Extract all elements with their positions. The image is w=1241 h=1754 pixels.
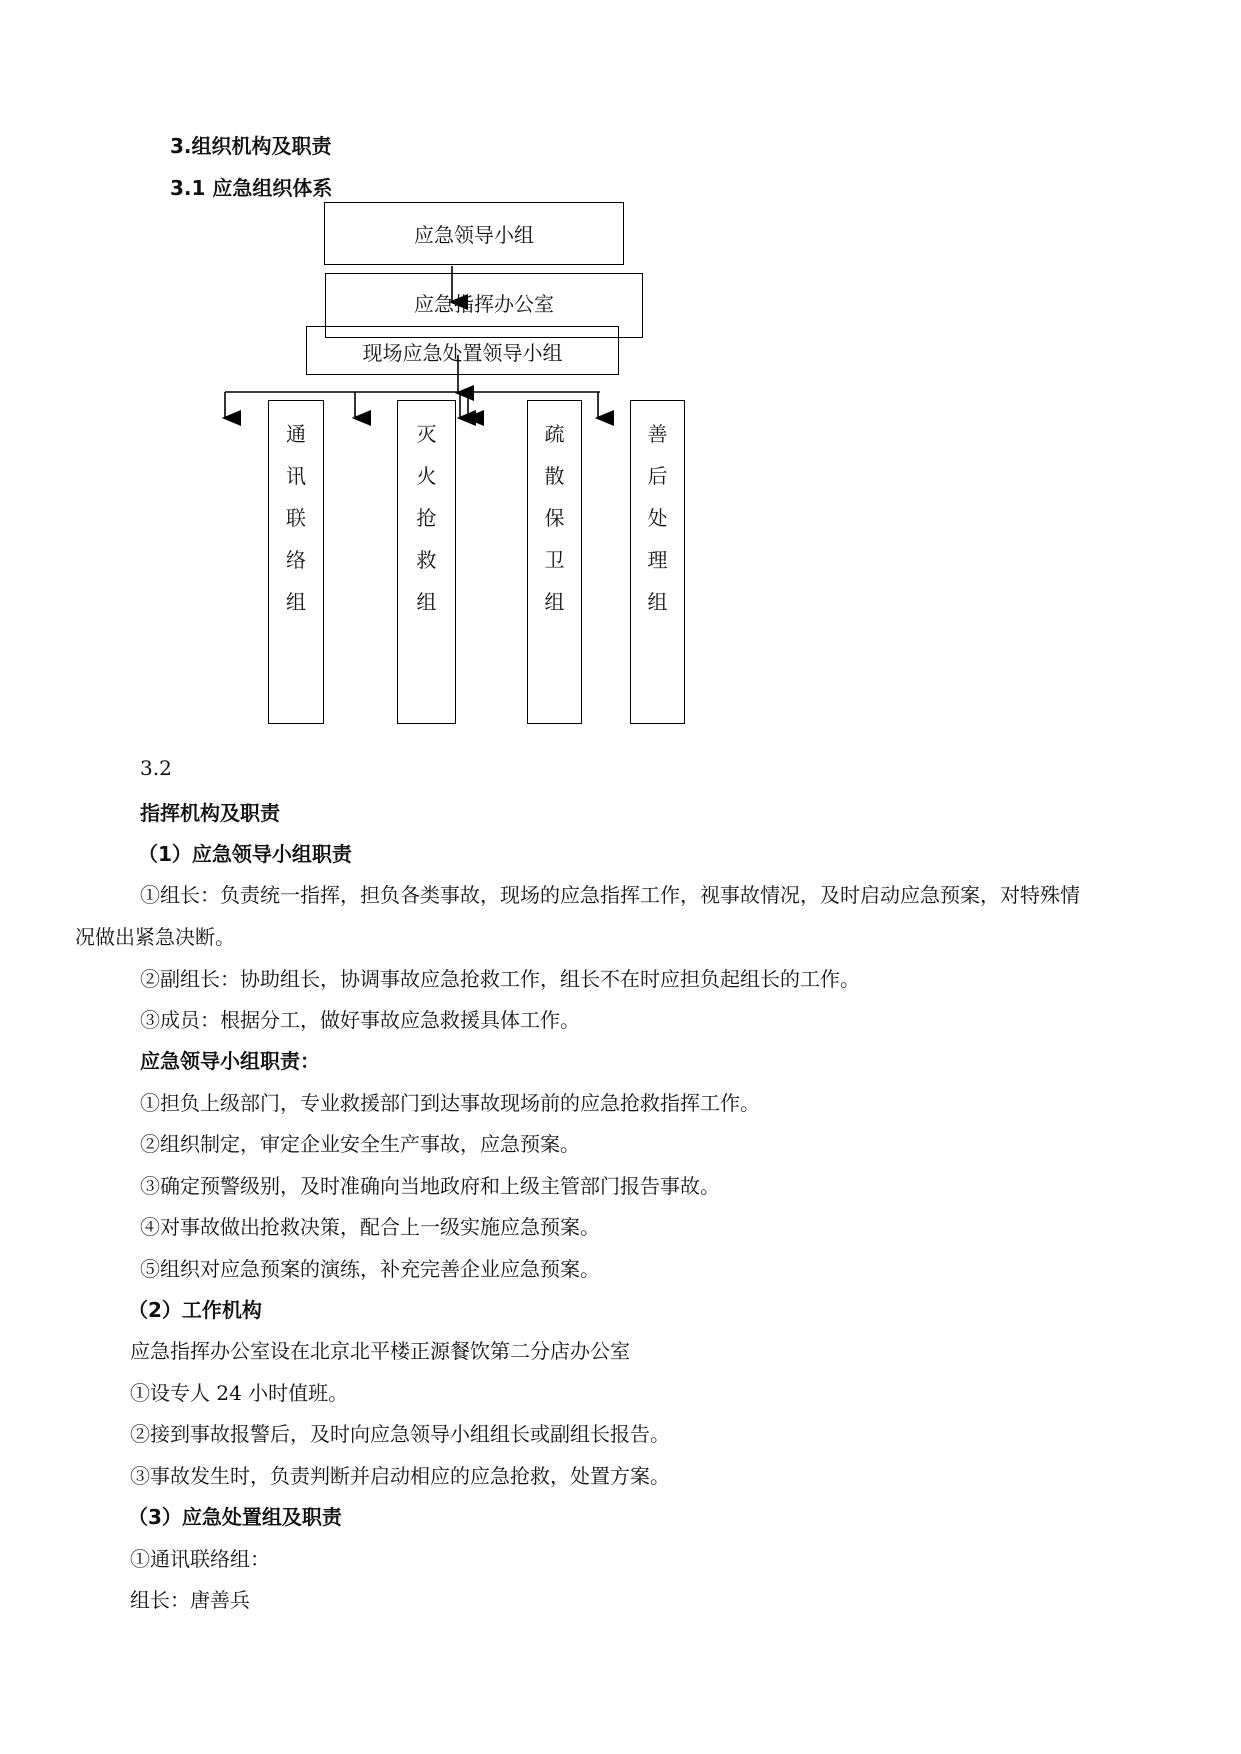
org-group-3-label bbox=[528, 413, 581, 623]
duty-3: ③确定预警级别，及时准确向当地政府和上级主管部门报告事故。 bbox=[140, 1174, 720, 1198]
org-group-1-label bbox=[269, 413, 323, 623]
duty-2: ②组织制定，审定企业安全生产事故，应急预案。 bbox=[140, 1132, 580, 1156]
p1-line1: ①组长：负责统一指挥，担负各类事故，现场的应急指挥工作，视事故情况，及时启动应急预案，对特殊情 bbox=[140, 883, 1080, 907]
org-group-char: 讯 bbox=[286, 464, 306, 488]
org-group-char: 卫 bbox=[544, 548, 565, 572]
org-group-char: 疏 bbox=[544, 422, 565, 446]
duty-title: 应急领导小组职责： bbox=[140, 1049, 320, 1073]
org-group-char: 组 bbox=[286, 590, 306, 614]
subsection-title: 3.1 应急组织体系 bbox=[170, 176, 333, 200]
p2: ②副组长：协助组长，协调事故应急抢救工作，组长不在时应担负起组长的工作。 bbox=[140, 967, 860, 991]
org-group-char: 善 bbox=[647, 422, 668, 446]
org-group-char: 组 bbox=[544, 590, 565, 614]
org-group-char: 火 bbox=[416, 464, 437, 488]
p3: ③成员：根据分工，做好事故应急救援具体工作。 bbox=[140, 1008, 580, 1032]
work-1: ①设专人 24 小时值班。 bbox=[130, 1381, 349, 1405]
org-group-char: 处 bbox=[647, 506, 668, 530]
duty-1: ①担负上级部门，专业救援部门到达事故现场前的应急抢救指挥工作。 bbox=[140, 1091, 760, 1115]
org-group-char: 组 bbox=[416, 590, 437, 614]
org-group-char: 抢 bbox=[416, 506, 437, 530]
duty-4: ④对事故做出抢救决策，配合上一级实施应急预案。 bbox=[140, 1215, 600, 1239]
org-box-onsite-label: 现场应急处置领导小组 bbox=[362, 341, 563, 365]
org-box-top-label: 应急领导小组 bbox=[414, 223, 534, 247]
section-3-2-title: 指挥机构及职责 bbox=[140, 801, 280, 825]
work-3: ③事故发生时，负责判断并启动相应的应急抢救，处置方案。 bbox=[130, 1464, 670, 1488]
org-group-3 bbox=[527, 400, 582, 724]
org-group-2-label bbox=[398, 413, 455, 623]
org-group-char: 保 bbox=[544, 506, 565, 530]
org-group-4 bbox=[630, 400, 685, 724]
sub2-title: （2）工作机构 bbox=[128, 1298, 262, 1322]
org-box-office-label: 应急指挥办公室 bbox=[414, 292, 554, 316]
sub3-title: （3）应急处置组及职责 bbox=[128, 1505, 342, 1529]
org-group-char: 络 bbox=[286, 548, 306, 572]
duty-5: ⑤组织对应急预案的演练，补充完善企业应急预案。 bbox=[140, 1257, 600, 1281]
group-1-leader: 组长：唐善兵 bbox=[130, 1588, 250, 1612]
org-group-char: 通 bbox=[286, 422, 306, 446]
org-chart-connectors bbox=[0, 0, 1241, 760]
org-group-char: 救 bbox=[416, 548, 437, 572]
p1-line2: 况做出紧急决断。 bbox=[75, 925, 235, 949]
org-group-char: 理 bbox=[647, 548, 668, 572]
org-group-char: 灭 bbox=[416, 422, 437, 446]
sub1-title: （1）应急领导小组职责 bbox=[138, 842, 352, 866]
org-box-onsite bbox=[306, 326, 619, 375]
org-group-2 bbox=[397, 400, 456, 724]
section-3-2-number: 3.2 bbox=[140, 756, 172, 780]
org-group-4-label bbox=[631, 413, 684, 623]
org-group-1 bbox=[268, 400, 324, 724]
work-2: ②接到事故报警后，及时向应急领导小组组长或副组长报告。 bbox=[130, 1422, 670, 1446]
section-title: 3.组织机构及职责 bbox=[170, 134, 332, 158]
org-group-char: 组 bbox=[647, 590, 668, 614]
org-group-char: 后 bbox=[647, 464, 668, 488]
org-box-top bbox=[324, 202, 624, 265]
group-1-title: ①通讯联络组： bbox=[130, 1547, 270, 1571]
org-group-char: 散 bbox=[544, 464, 565, 488]
work-office: 应急指挥办公室设在北京北平楼正源餐饮第二分店办公室 bbox=[130, 1339, 630, 1363]
org-group-char: 联 bbox=[286, 506, 306, 530]
